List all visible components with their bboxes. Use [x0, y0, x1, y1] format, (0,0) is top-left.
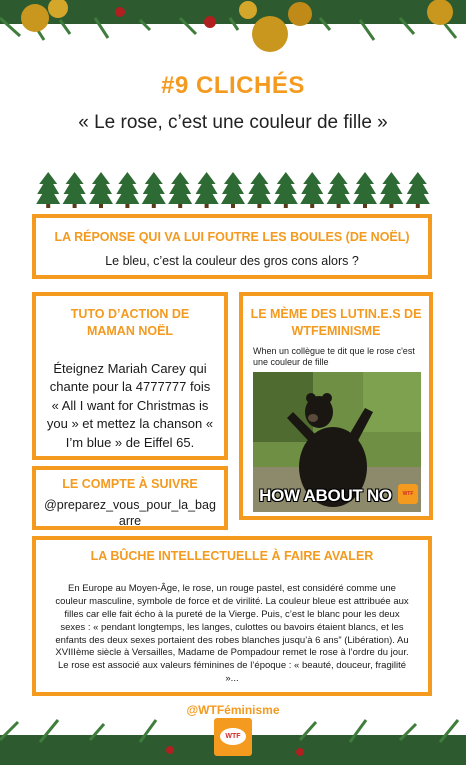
- tuto-heading: TUTO D’ACTION DE MAMAN NOËL: [70, 307, 190, 338]
- tree-trunk: [152, 204, 156, 208]
- tree-icon: [274, 172, 298, 204]
- meme-logo-text: WTF: [402, 491, 414, 497]
- tree-trunk: [416, 204, 420, 208]
- wtf-logo-text: WTF: [220, 728, 246, 745]
- tree-trunk: [257, 204, 261, 208]
- tree-trunk: [73, 204, 77, 208]
- tree-icon: [63, 172, 87, 204]
- tree-trunk: [99, 204, 103, 208]
- tuto-text: Éteignez Mariah Carey qui chante pour la 4777777 fois « All I want for Christmas is you » et mettez la chanson « I’m blue » de Eiffel 65.: [46, 360, 214, 450]
- top-garland-decoration: [0, 0, 466, 62]
- buche-text: En Europe au Moyen-Âge, le rose, un rouge pastel, est considéré comme une couleur masculine, symbole de force et de virilité. La couleur bleue est attribuée aux filles car elle fait écho à la pureté de la Vierge. Puis, c’est le blanc pour les deux sexes : « pendant longtemps, les langes, culottes ou bavoirs étaient blancs, et les enfants des deux sexes portaient des robes blanches jusqu’à 6 ans” (Libération). Au XVIIIème siècle à Versailles, Madame de Pompadour remet le rose à l’ordre du jour. Le rose est associé aux valeurs féminines de l’époque : « beauté, douceur, fragilité »...: [55, 582, 409, 685]
- tree-trunk: [125, 204, 129, 208]
- tree-icon: [406, 172, 430, 204]
- reponse-heading: LA RÉPONSE QUI VA LUI FOUTRE LES BOULES (DE NOËL): [54, 230, 410, 244]
- meme-image-text: HOW ABOUT NO: [259, 486, 392, 505]
- compte-box: [32, 466, 228, 530]
- tree-trunk: [205, 204, 209, 208]
- meme-heading: LE MÈME DES LUTIN.E.S DE WTFEMINISME: [250, 307, 422, 338]
- buche-heading: LA BÛCHE INTELLECTUELLE À FAIRE AVALER: [90, 549, 374, 563]
- tree-icon: [300, 172, 324, 204]
- tree-row-decoration: [35, 170, 431, 208]
- meme-box: [239, 292, 433, 520]
- page-subtitle: « Le rose, c’est une couleur de fille »: [78, 112, 388, 133]
- buche-box: [32, 536, 432, 696]
- tree-trunk: [337, 204, 341, 208]
- tree-trunk: [178, 204, 182, 208]
- tree-trunk: [231, 204, 235, 208]
- tree-trunk: [363, 204, 367, 208]
- tree-icon: [142, 172, 166, 204]
- reponse-box: [32, 214, 432, 279]
- tree-icon: [168, 172, 192, 204]
- tree-trunk: [310, 204, 314, 208]
- tree-icon: [115, 172, 139, 204]
- tree-trunk: [389, 204, 393, 208]
- compte-heading: LE COMPTE À SUIVRE: [62, 477, 198, 491]
- reponse-text: Le bleu, c’est la couleur des gros cons alors ?: [105, 253, 359, 268]
- tree-icon: [327, 172, 351, 204]
- compte-handle[interactable]: @preparez_vous_pour_la_bagarre: [44, 497, 216, 529]
- tree-trunk: [284, 204, 288, 208]
- meme-image: [253, 372, 421, 512]
- wtf-logo: [214, 718, 252, 756]
- meme-wtf-logo: [398, 484, 418, 504]
- tree-icon: [36, 172, 60, 204]
- tree-icon: [379, 172, 403, 204]
- tree-icon: [195, 172, 219, 204]
- tree-icon: [89, 172, 113, 204]
- tuto-box: [32, 292, 228, 460]
- tree-trunk: [46, 204, 50, 208]
- meme-caption: When un collègue te dit que le rose c'est une couleur de fille: [253, 345, 415, 367]
- page-title: #9 CLICHÉS: [161, 72, 305, 99]
- tree-icon: [221, 172, 245, 204]
- tree-icon: [247, 172, 271, 204]
- footer-handle[interactable]: @WTFéminisme: [186, 703, 280, 717]
- tree-icon: [353, 172, 377, 204]
